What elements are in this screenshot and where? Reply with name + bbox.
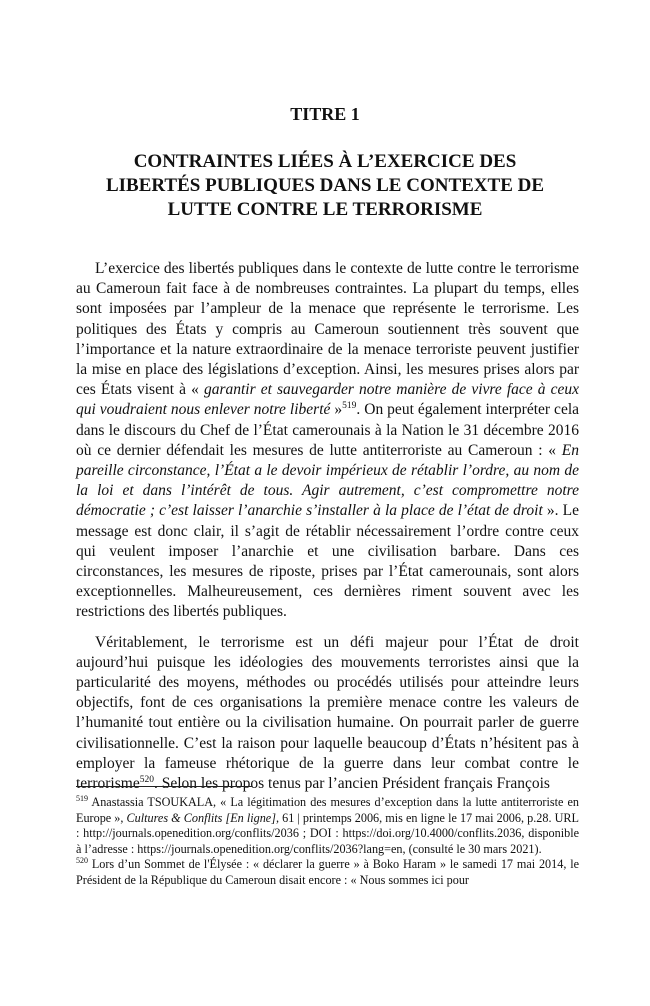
footnote-text: 61 | printemps 2006, mis en ligne le 17 mai 2006, p.28. URL : http://journals.openedition.org/conflits/2036 ; DOI : https://doi.org/10.4000/conflits.2036, disponible à l’adresse : https://journals.openedition.org/conflits/2036?lang=en, (consulté le 30 mars 2021).: [76, 810, 579, 856]
body-text: [76, 259, 579, 794]
footnote-ref-520[interactable]: 520: [139, 774, 154, 785]
p1-text-c: . On peut également interpréter cela dans le discours du Chef de l’État camerounais à la Nation le 31 décembre 2016 où ce dernier défendait les mesures de lutte antiterroriste au Cameroun : «: [76, 401, 580, 459]
footnote-519: [76, 795, 579, 857]
p2-text-a: Véritablement, le terrorisme est un défi majeur pour l’État de droit aujourd’hui puisque les idéologies des mouvements terroristes ainsi que la particularité des moyens, méthodes ou procédés utilisés pour atteindre leurs objectifs, font de ces organisations la première menace contre les valeurs de l’humanité tout entière ou la civilisation humaine. On pourrait parler de guerre civilisationnelle. C’est la raison pour laquelle beaucoup d’États n’hésitent pas à employer la fameuse rhétorique de la guerre dans leur combat contre le terrorisme: [76, 633, 579, 793]
footnotes: [76, 795, 579, 889]
footnote-number: 519: [76, 793, 88, 803]
footnote-number: 520: [76, 856, 88, 866]
p1-text-b: »: [330, 401, 343, 419]
chapter-heading: [95, 150, 555, 222]
footnote-text: Anastassia TSOUKALA, « La légitimation des mesures d’exception dans la lutte antiterroriste en Europe »,: [76, 795, 579, 825]
part-title: TITRE 1: [290, 104, 360, 124]
p1-quote-2: En pareille circonstance, l’État a le devoir impérieux de rétablir l’ordre, au nom de la loi et dans l’intérêt de tous. Agir autrement, c’est compromettre notre démocratie ; c’est laisser l’anarchie s’installer à la place de l’état de droit: [76, 441, 579, 520]
footnote-text: Lors d’un Sommet de l'Élysée : « déclarer la guerre » à Boko Haram » le samedi 17 mai 2014, le Président de la République du Cameroun disait encore : « Nous sommes ici pour: [76, 857, 579, 887]
heading-line-1: CONTRAINTES LIÉES À L’EXERCICE DES: [133, 151, 517, 172]
p1-quote-1: garantir et sauvegarder notre manière de vivre face à ceux qui voudraient nous enlever notre liberté: [76, 381, 579, 419]
p2-text-b: . Selon les propos tenus par l’ancien Président français François: [153, 775, 550, 793]
footnote-520: [76, 857, 579, 888]
heading-line-3: LUTTE CONTRE LE TERRORISME: [167, 199, 483, 220]
footnote-journal-title: Cultures & Conflits [En ligne],: [126, 810, 279, 825]
footnote-ref-519[interactable]: 519: [342, 401, 357, 412]
paragraph-2: [76, 633, 579, 795]
paragraph-1: [76, 259, 579, 623]
p1-text-d: ». Le message est donc clair, il s’agit de rétablir nécessairement l’ordre contre ceux qui veulent imposer l’anarchie et une civilisation barbare. Dans ces circonstances, les mesures de riposte, prises par l’État camerounais, sont alors exceptionnelles. Malheureusement, ces dernières riment souvent avec les restrictions des libertés publiques.: [76, 502, 579, 621]
p1-text-a: L’exercice des libertés publiques dans le contexte de lutte contre le terrorisme au Cameroun fait face à de nombreuses contraintes. La plupart du temps, elles sont imposées par l’ampleur de la menace que représente le terrorisme. Les politiques des États y compris au Cameroun soutiennent très souvent que l’importance et la nature extraordinaire de la menace terroriste peuvent justifier la mise en place des législations d’exception. Ainsi, les mesures prises alors par ces États visent à «: [76, 260, 579, 399]
heading-line-2: LIBERTÉS PUBLIQUES DANS LE CONTEXTE DE: [105, 175, 545, 196]
footnote-separator: [76, 786, 252, 787]
